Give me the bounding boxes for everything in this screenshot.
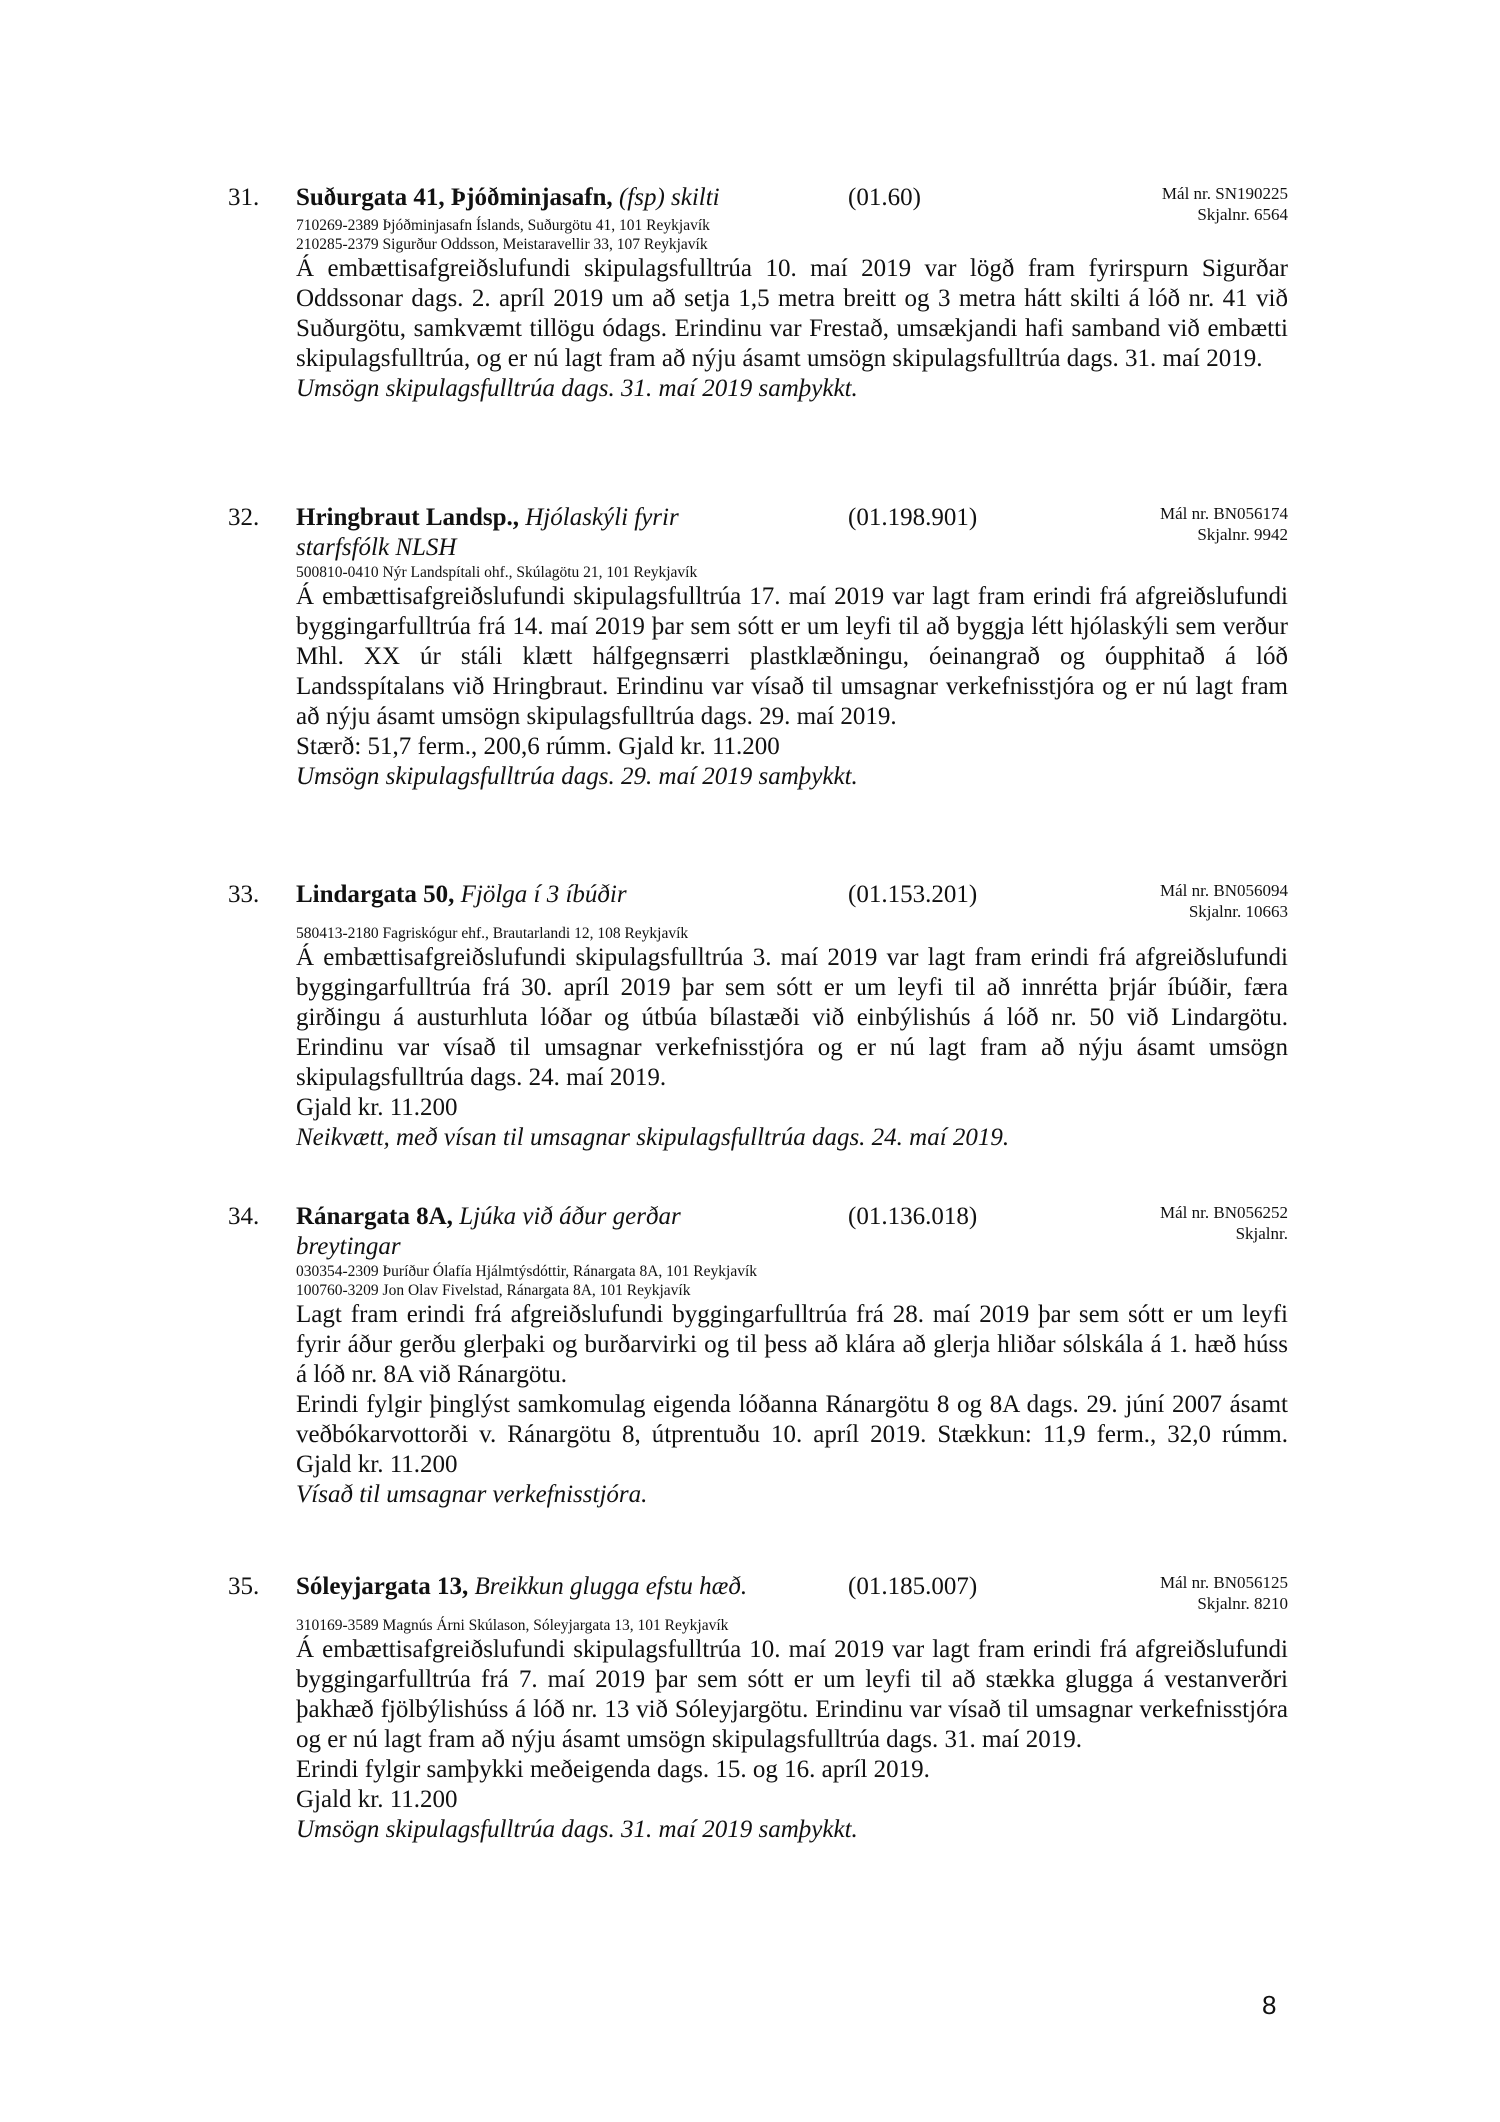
item-paragraph: Gjald kr. 11.200 — [296, 1094, 458, 1121]
land-number: (01.136.018) — [848, 1203, 978, 1230]
party-line: 310169-3589 Magnús Árni Skúlason, Sóleyjargata 13, 101 Reykjavík — [296, 1617, 729, 1634]
item-paragraph: Á embættisafgreiðslufundi skipulagsfulltrúa 17. maí 2019 var lagt fram erindi frá afgreiðslufundi byggingarfulltrúa frá 14. maí 2019 þar sem sótt er um leyfi til að byggja létt hjólaskýli sem verður Mhl. XX úr stáli klætt hálfgegnsærri plastklæðningu, óeinangrað og óupphitað á lóð Landsspítalans við Hringbraut. Erindinu var vísað til umsagnar verkefnisstjóra og er nú lagt fram að nýju ásamt umsögn skipulagsfulltrúa dags. 29. maí 2019. — [296, 583, 1288, 730]
item-number: 31. — [228, 184, 260, 211]
agenda-item-32 — [228, 503, 1288, 792]
item-conclusion: Umsögn skipulagsfulltrúa dags. 31. maí 2019 samþykkt. — [296, 1816, 858, 1843]
party-line: 580413-2180 Fagriskógur ehf., Brautarlandi 12, 108 Reykjavík — [296, 925, 689, 942]
item-heading — [296, 1202, 726, 1262]
item-body — [296, 216, 1288, 404]
party-line: 500810-0410 Nýr Landspítali ohf., Skúlagötu 21, 101 Reykjavík — [296, 564, 698, 581]
item-conclusion: Umsögn skipulagsfulltrúa dags. 31. maí 2019 samþykkt. — [296, 375, 858, 402]
party-line: 100760-3209 Jon Olav Fivelstad, Ránargata 8A, 101 Reykjavík — [296, 1282, 691, 1299]
item-paragraph: Lagt fram erindi frá afgreiðslufundi byggingarfulltrúa frá 28. maí 2019 þar sem sótt er um leyfi fyrir áður gerðu glerþaki og burðarvirki og til þess að klára að glerja hliðar sólskála á 1. hæð húss á lóð nr. 8A við Ránargötu. — [296, 1301, 1288, 1388]
case-number: Mál nr. BN056125 — [1160, 1573, 1288, 1592]
document-number: Skjalnr. 6564 — [1197, 205, 1288, 224]
agenda-item-35 — [228, 1572, 1288, 1845]
item-paragraph: Erindi fylgir þinglýst samkomulag eigenda lóðanna Ránargötu 8 og 8A dags. 29. júní 2007 ásamt veðbókarvottorði v. Ránargötu 8, útprentuðu 10. apríl 2019. Stækkun: 11,9 ferm., 32,0 rúmm. Gjald kr. 11.200 — [296, 1391, 1288, 1478]
item-body — [296, 924, 1288, 1153]
agenda-item-34 — [228, 1202, 1288, 1510]
item-paragraph: Á embættisafgreiðslufundi skipulagsfulltrúa 10. maí 2019 var lagt fram erindi frá afgreiðslufundi byggingarfulltrúa frá 7. maí 2019 þar sem sótt er um leyfi til að stækka glugga á vestanverðri þakhæð fjölbýlishúss á lóð nr. 13 við Sóleyjargötu. Erindinu var vísað til umsagnar verkefnisstjóra og er nú lagt fram að nýju ásamt umsögn skipulagsfulltrúa dags. 31. maí 2019. — [296, 1636, 1288, 1753]
item-subtitle: Hjólaskýli fyrir starfsfólk NLSH — [296, 504, 679, 561]
item-paragraph: Gjald kr. 11.200 — [296, 1786, 458, 1813]
item-subtitle: Breikkun glugga efstu hæð. — [474, 1573, 748, 1600]
land-number: (01.185.007) — [848, 1573, 978, 1600]
item-paragraph: Erindi fylgir samþykki meðeigenda dags. 15. og 16. apríl 2019. — [296, 1756, 930, 1783]
case-number: Mál nr. BN056252 — [1160, 1203, 1288, 1222]
item-subtitle: Ljúka við áður gerðar breytingar — [296, 1203, 681, 1260]
item-heading — [296, 503, 686, 563]
item-number: 32. — [228, 504, 260, 531]
document-number: Skjalnr. 9942 — [1197, 525, 1288, 544]
item-number: 35. — [228, 1573, 260, 1600]
agenda-item-33 — [228, 880, 1288, 1153]
party-line: 710269-2389 Þjóðminjasafn Íslands, Suðurgötu 41, 101 Reykjavík — [296, 217, 710, 234]
item-body — [296, 1262, 1288, 1510]
item-conclusion: Umsögn skipulagsfulltrúa dags. 29. maí 2019 samþykkt. — [296, 763, 858, 790]
item-paragraph: Stærð: 51,7 ferm., 200,6 rúmm. Gjald kr. 11.200 — [296, 733, 780, 760]
case-number: Mál nr. BN056094 — [1160, 881, 1288, 900]
item-number: 33. — [228, 881, 260, 908]
land-number: (01.153.201) — [848, 881, 978, 908]
case-number: Mál nr. BN056174 — [1160, 504, 1288, 523]
item-title: Ránargata 8A, — [296, 1203, 453, 1230]
case-reference — [1160, 880, 1288, 922]
land-number: (01.198.901) — [848, 504, 978, 531]
item-title: Hringbraut Landsp., — [296, 504, 519, 531]
land-number: (01.60) — [848, 184, 921, 211]
page-number: 8 — [1262, 1990, 1277, 2020]
case-reference — [1162, 183, 1288, 225]
item-title: Suðurgata 41, Þjóðminjasafn, — [296, 184, 613, 211]
document-number: Skjalnr. — [1235, 1224, 1288, 1243]
party-line: 210285-2379 Sigurður Oddsson, Meistaravellir 33, 107 Reykjavík — [296, 236, 708, 253]
item-heading — [296, 183, 1056, 213]
document-number: Skjalnr. 10663 — [1188, 902, 1288, 921]
item-body — [296, 1616, 1288, 1845]
item-paragraph: Á embættisafgreiðslufundi skipulagsfulltrúa 3. maí 2019 var lagt fram erindi frá afgreiðslufundi byggingarfulltrúa frá 30. apríl 2019 þar sem sótt er um leyfi til að innrétta þrjár íbúðir, færa girðingu á austurhluta lóðar og útbúa bílastæði við einbýlishús á lóð nr. 50 við Lindargötu. Erindinu var vísað til umsagnar verkefnisstjóra og er nú lagt fram að nýju ásamt umsögn skipulagsfulltrúa dags. 24. maí 2019. — [296, 944, 1288, 1091]
item-subtitle: (fsp) skilti — [618, 184, 720, 211]
item-subtitle: Fjölga í 3 íbúðir — [460, 881, 627, 908]
case-reference — [1160, 1572, 1288, 1614]
item-title: Sóleyjargata 13, — [296, 1573, 469, 1600]
item-title: Lindargata 50, — [296, 881, 455, 908]
party-line: 030354-2309 Þuríður Ólafía Hjálmtýsdóttir, Ránargata 8A, 101 Reykjavík — [296, 1263, 758, 1280]
case-reference — [1160, 1202, 1288, 1244]
item-conclusion: Vísað til umsagnar verkefnisstjóra. — [296, 1481, 648, 1508]
item-body — [296, 563, 1288, 792]
item-conclusion: Neikvætt, með vísan til umsagnar skipulagsfulltrúa dags. 24. maí 2019. — [296, 1124, 1010, 1151]
document-number: Skjalnr. 8210 — [1197, 1594, 1288, 1613]
case-number: Mál nr. SN190225 — [1161, 184, 1288, 203]
item-paragraph: Á embættisafgreiðslufundi skipulagsfulltrúa 10. maí 2019 var lögð fram fyrirspurn Sigurðar Oddssonar dags. 2. apríl 2019 um að setja 1,5 metra breitt og 3 metra hátt skilti á lóð nr. 41 við Suðurgötu, samkvæmt tillögu ódags. Erindinu var Frestað, umsækjandi hafi samband við embætti skipulagsfulltrúa, og er nú lagt fram að nýju ásamt umsögn skipulagsfulltrúa dags. 31. maí 2019. — [296, 255, 1288, 372]
agenda-item-31 — [228, 183, 1288, 404]
case-reference — [1160, 503, 1288, 545]
item-number: 34. — [228, 1203, 260, 1230]
